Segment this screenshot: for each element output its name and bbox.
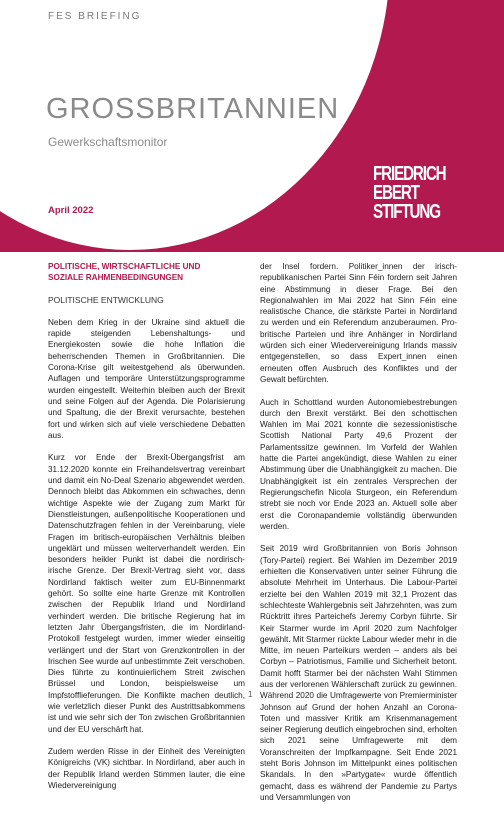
- paragraph: Zudem werden Risse in der Einheit des Vereinigten Königreichs (VK) sichtbar. In Nordirland, aber auch in der Republik Irland werden Stimmen lauter, die eine Wiedervereinigung: [48, 747, 245, 791]
- right-column: [260, 261, 457, 815]
- paragraph: Seit 2019 wird Großbritannien von Boris Johnson (Tory-Partei) regiert. Bei Wahlen im Dezember 2019 erhielten die Konservativen unter seiner Führung die absolute Mehrheit im Unterhaus. Die Labour-Partei erzielte bei den Wahlen 2019 mit 32,1 Prozent das schlechteste Wahlergebnis seit Jahrzehnten, was zum Rücktritt ihres Parteichefs Jeremy Corbyn führte. Sir Keir Starmer wurde im April 2020 zum Nachfolger gewählt. Mit Starmer rückte Labour wieder mehr in die Mitte, im neuen Parteikurs werden – anders als bei Corbyn – Patriotismus, Familie und Sicherheit betont. Damit hofft Starmer bei der nächsten Wahl Stimmen aus der verlorenen Wählerschaft zurück zu gewinnen. Während 2020 die Umfragewerte von Premierminister Johnson auf Grund der hohen Anzahl an Corona-Toten und massiver Kritik am Krisenmanagement seiner Regierung deutlich eingebrochen sind, erholten sich 2021 seine Umfragewerte mit dem Voranschreiten der Impfkampagne. Seit Ende 2021 steht Boris Johnson im Mittelpunkt eines politischen Skandals. In den »Partygate« wurde öffentlich gemacht, dass es während der Pandemie zu Partys und Versammlungen von: [260, 544, 457, 802]
- fes-logo: [373, 165, 445, 222]
- series-label: FES BRIEFING: [48, 11, 142, 22]
- section-title: [48, 261, 245, 284]
- logo-line: EBERT: [373, 182, 419, 204]
- left-column: [48, 261, 245, 803]
- page-title: GROSSBRITANNIEN: [46, 93, 340, 125]
- section-title-line: POLITISCHE, WIRTSCHAFTLICHE UND: [48, 262, 201, 271]
- page-number: 1: [248, 690, 253, 699]
- paragraph: Auch in Schottland wurden Autonomiebestrebungen durch den Brexit verstärkt. Bei den schottischen Wahlen im Mai 2021 konnte die sezessionistische Scottish National Party 49,6 Prozent der Parlamentssitze gewinnen. Im Vorfeld der Wahlen hatte die Partei angekündigt, diese Wahlen zu einer Abstimmung über die Unabhängigkeit zu machen. Die Unabhängigkeit ist ein zentrales Versprechen der Regierungschefin Nicola Sturgeon, ein Referendum strebt sie noch vor Ende 2023 an. Aktuell solle aber erst die Coronapandemie vollständig überwunden werden.: [260, 397, 457, 531]
- logo-line: STIFTUNG: [373, 201, 440, 223]
- paragraph: der Insel fordern. Politiker_innen der irisch-republikanischen Partei Sinn Féin fordern seit Jahren eine Abstimmung in dieser Frage. Bei den Regionalwahlen im Mai 2022 hat Sinn Féin eine realistische Chance, die stärkste Partei in Nordirland zu werden und ein Referendum anzuberaumen. Pro-britische Parteien und ihre Anhänger in Nordirland würden sich einer Wiedervereinigung Irlands massiv entgegenstellen, so dass Expert_innen einen erneuten offen Ausbruch des Konfliktes und der Gewalt befürchten.: [260, 262, 457, 384]
- paragraph: Neben dem Krieg in der Ukraine sind aktuell die rapide steigenden Lebenshaltungs- und Energiekosten sowie die hohe Inflation die beherrschenden Themen in Großbritannien. Die Corona-Krise gilt weitestgehend als überwunden. Auflagen und temporäre Unterstützungsprogramme wurden eingestellt. Weiterhin bleiben auch der Brexit und seine Folgen auf der Agenda. Die Polarisierung und Spaltung, die der Brexit verursachte, bestehen fort und wirken sich auf viele verschiedene Debatten aus.: [48, 317, 245, 440]
- logo-line: FRIEDRICH: [373, 163, 446, 185]
- section-title-line: SOZIALE RAHMENBEDINGUNGEN: [48, 273, 184, 283]
- page-subtitle: Gewerkschaftsmonitor: [48, 135, 168, 149]
- paragraph: Kurz vor Ende der Brexit-Übergangsfrist am 31.12.2020 konnte ein Freihandelsvertrag vereinbart und damit ein No-Deal Szenario abgewendet werden. Dennoch bleibt das Abkommen ein schwaches, denn wichtige Aspekte wie der Zugang zum Markt für Dienstleistungen, außenpolitische Kooperationen und Datenschutzfragen fehlen in der Vereinbarung, viele Fragen im britisch-europäischen Verhältnis bleiben ungeklärt und müssen weiterverhandelt werden. Ein besonders heikler Punkt ist dabei die nordirisch-irische Grenze. Der Brexit-Vertrag sieht vor, dass Nordirland faktisch weiter zum EU-Binnenmarkt gehört. So sollte eine harte Grenze mit Kontrollen zwischen der Republik Irland und Nordirland verhindert werden. Die britische Regierung hat im letzten Jahr Übergangsfristen, die im Nordirland-Protokoll festgelegt wurden, immer wieder einseitig verlängert und der Start von Grenzkontrollen in der Irischen See wurde auf unbestimmte Zeit verschoben. Dies führte zu kontinuierlichem Streit zwischen Brüssel und London, beispielsweise um Impfstofflieferungen. Die Konflikte machen deutlich, wie verletzlich dieser Punkt des Austrittsabkommens ist und wie sehr sich der Ton zwischen Großbritannien und der EU verschärft hat.: [48, 453, 245, 734]
- publication-date: April 2022: [48, 205, 94, 216]
- section-subtitle: POLITISCHE ENTWICKLUNG: [48, 294, 164, 305]
